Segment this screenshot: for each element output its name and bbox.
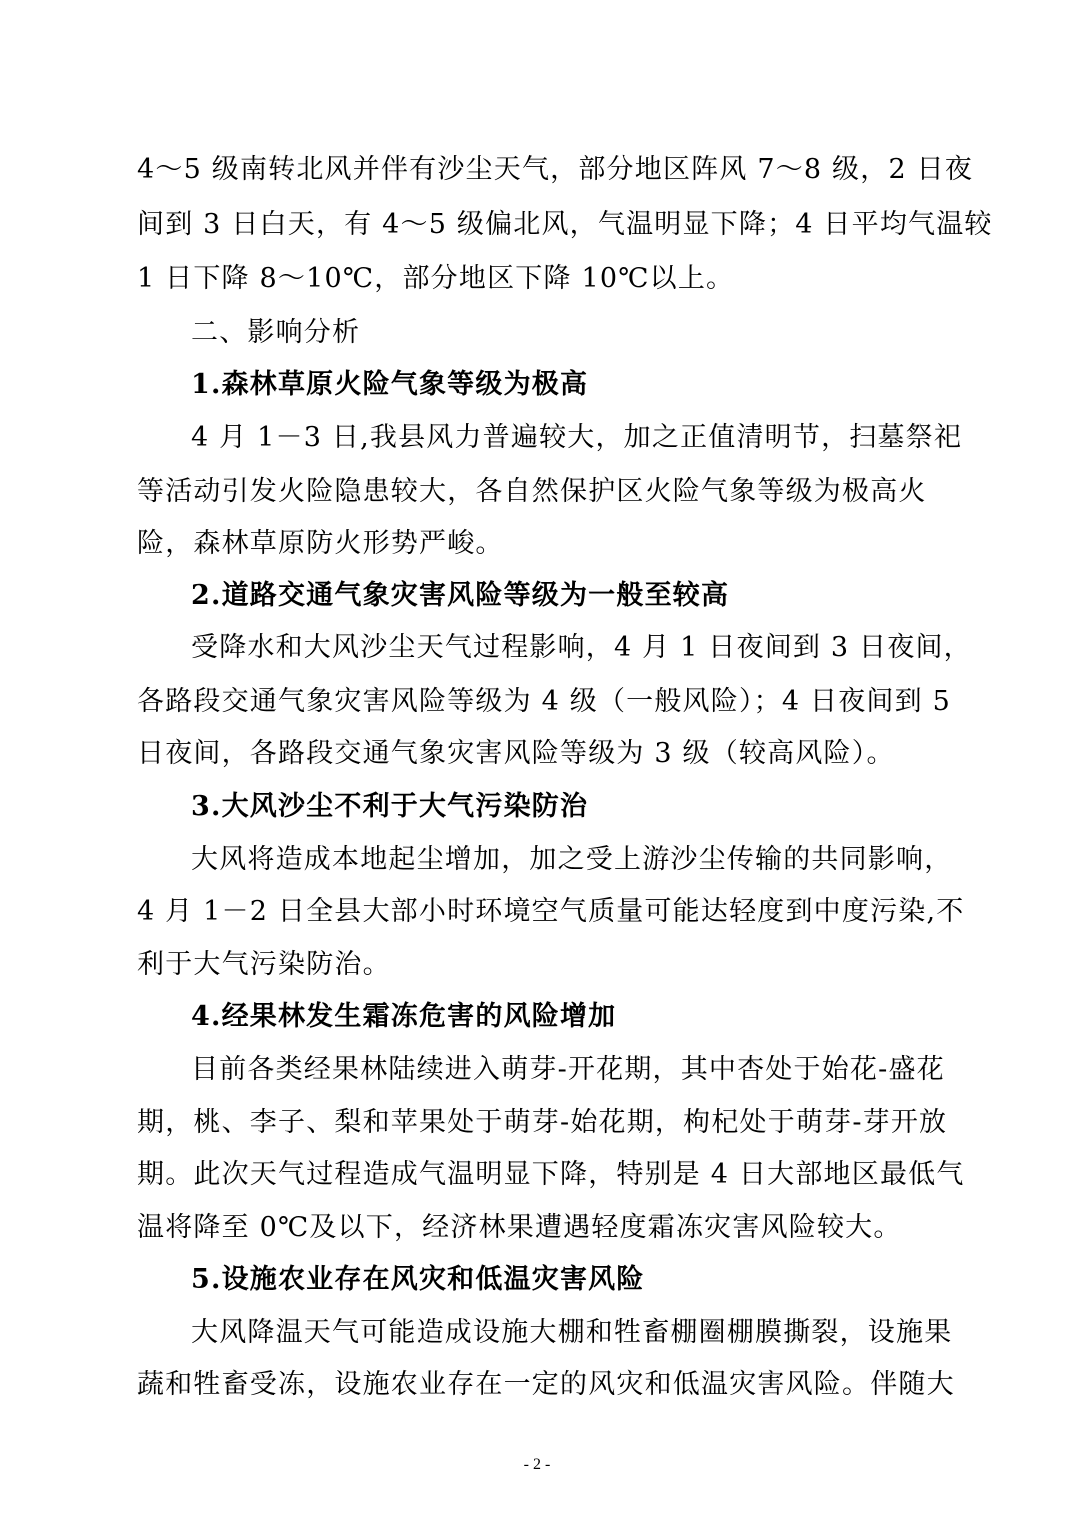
item-heading-3: 3.大风沙尘不利于大气污染防治 xyxy=(191,791,589,822)
item-heading-2: 2.道路交通气象灾害风险等级为一般至较高 xyxy=(191,580,730,611)
paragraph-line: 大风将造成本地起尘增加，加之受上游沙尘传输的共同影响， xyxy=(191,844,953,875)
paragraph-line: 险，森林草原防火形势严峻。 xyxy=(137,528,504,559)
paragraph-line: 大风降温天气可能造成设施大棚和牲畜棚圈棚膜撕裂，设施果 xyxy=(191,1317,953,1348)
paragraph-line: 期。此次天气过程造成气温明显下降，特别是 4 日大部地区最低气 xyxy=(137,1159,965,1190)
paragraph-line: 4 月 1－2 日全县大部小时环境空气质量可能达轻度到中度污染,不 xyxy=(137,896,965,927)
paragraph-line: 蔬和牲畜受冻，设施农业存在一定的风灾和低温灾害风险。伴随大 xyxy=(137,1369,955,1400)
paragraph-line: 温将降至 0℃及以下，经济林果遭遇轻度霜冻灾害风险较大。 xyxy=(137,1212,902,1243)
item-heading-1: 1.森林草原火险气象等级为极高 xyxy=(191,369,589,400)
item-heading-4: 4.经果林发生霜冻危害的风险增加 xyxy=(191,1001,617,1032)
paragraph-line: 各路段交通气象灾害风险等级为 4 级（一般风险）；4 日夜间到 5 xyxy=(137,686,951,717)
paragraph-line: 间到 3 日白天，有 4～5 级偏北风，气温明显下降；4 日平均气温较 xyxy=(137,209,993,240)
item-heading-5: 5.设施农业存在风灾和低温灾害风险 xyxy=(191,1264,645,1295)
paragraph-line: 期，桃、李子、梨和苹果处于萌芽-始花期，枸杞处于萌芽-芽开放 xyxy=(137,1107,948,1138)
paragraph-line: 日夜间，各路段交通气象灾害风险等级为 3 级（较高风险）。 xyxy=(137,738,895,769)
paragraph-line: 利于大气污染防治。 xyxy=(137,949,391,980)
paragraph-line: 目前各类经果林陆续进入萌芽-开花期，其中杏处于始花-盛花 xyxy=(191,1054,945,1085)
paragraph-line: 4 月 1－3 日,我县风力普遍较大，加之正值清明节，扫墓祭祀 xyxy=(191,422,963,453)
page-number: - 2 - xyxy=(523,1456,551,1473)
paragraph-line: 4～5 级南转北风并伴有沙尘天气，部分地区阵风 7～8 级，2 日夜 xyxy=(137,154,974,185)
paragraph-line: 受降水和大风沙尘天气过程影响，4 月 1 日夜间到 3 日夜间， xyxy=(191,632,972,663)
paragraph-line: 等活动引发火险隐患较大，各自然保护区火险气象等级为极高火 xyxy=(137,476,927,507)
section-heading: 二、影响分析 xyxy=(191,317,361,348)
paragraph-line: 1 日下降 8～10℃，部分地区下降 10℃以上。 xyxy=(137,263,735,294)
